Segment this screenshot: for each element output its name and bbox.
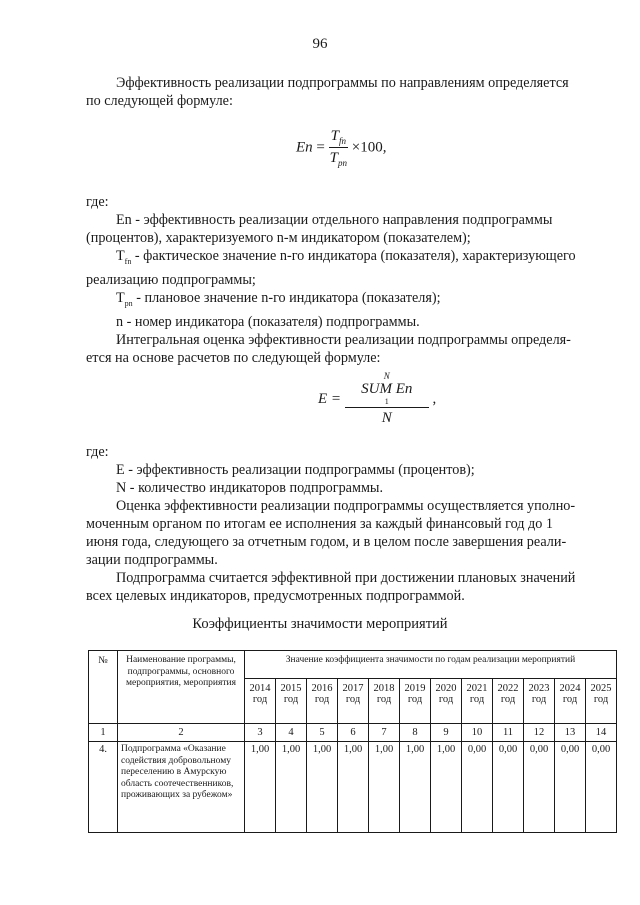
row-value-4: 1,00 [338,742,369,833]
column-number-13: 13 [555,724,586,742]
integral-line-2: ется на основе расчетов по следующей формуле: [86,349,381,366]
formula-en-denominator: T [329,150,338,166]
integral-line-1: Интегральная оценка эффективности реализации подпрограммы определя- [116,331,571,348]
column-number-12: 12 [524,724,555,742]
formula-en: En = $\frac{T_{fn}}{T_{pn}}$ ×100, [296,128,387,168]
header-year-4: 2018 год [369,678,400,723]
table-title: Коэффициенты значимости мероприятий [192,616,448,632]
column-number-6: 6 [338,724,369,742]
definitions-2 [86,443,612,605]
column-number-11: 11 [493,724,524,742]
header-group: Значение коэффициента значимости по годам реализации мероприятий [245,651,617,679]
header-year-5: 2019 год [400,678,431,723]
formula-e [318,372,436,427]
row-value-7: 1,00 [431,742,462,833]
header-year-11: 2025 год [586,678,617,723]
def-tfn: $T_{fn}$ - фактическое значение n-го индикатора (показателя), характеризующего [116,248,576,266]
intro-line-2: по следующей формуле: [86,93,233,109]
def-tpn: $T_{pn}$ - плановое значение n-го индикатора (показателя); [116,289,441,308]
row-value-1: 1,00 [245,742,276,833]
table-colnum-row [89,724,617,742]
header-year-9: 2023 год [524,678,555,723]
header-year-1: 2015 год [276,678,307,723]
coefficients-table [88,650,617,833]
formula-en-fraction [329,128,348,168]
def-en-line-1: En - эффективность реализации отдельного направления подпрограммы [116,212,553,228]
formula-en-tail: ×100, [351,139,387,156]
column-number-2: 2 [118,724,245,742]
header-year-3: 2017 год [338,678,369,723]
definitions-1 [86,193,612,367]
column-number-7: 7 [369,724,400,742]
row-value-11: 0,00 [555,742,586,833]
header-year-2: 2016 год [307,678,338,723]
row-value-9: 0,00 [493,742,524,833]
column-number-4: 4 [276,724,307,742]
assess-line-3: июня года, следующего за отчетным годом, и в целом после завершения реали- [86,534,567,550]
column-number-14: 14 [586,724,617,742]
row-value-10: 0,00 [524,742,555,833]
formula-e-denominator: N [381,410,392,426]
formula-en-denominator-sub: pn [337,158,347,168]
page-number: 96 [312,36,328,52]
assess-line-1: Оценка эффективности реализации подпрограммы осуществляется уполно- [116,498,576,514]
column-number-10: 10 [462,724,493,742]
row-name: Подпрограмма «Оказание содействия добровольному переселению в Амурскую область соотечественников, проживающих за рубежом» [118,742,245,833]
column-number-8: 8 [400,724,431,742]
assess-line-2: моченным органом по итогам ее исполнения за каждый финансовый год до 1 [86,516,553,532]
table-header-row [89,651,617,679]
header-year-10: 2024 год [555,678,586,723]
intro-line-1: Эффективность реализации подпрограммы по направлениям определяется [116,75,569,91]
def-tfn-line-2: реализацию подпрограммы; [86,271,256,288]
def-e: E - эффективность реализации подпрограммы (процентов); [116,462,475,478]
row-value-6: 1,00 [400,742,431,833]
header-year-8: 2022 год [493,678,524,723]
row-value-2: 1,00 [276,742,307,833]
formula-e-sum-top: N [383,371,390,381]
header-year-0: 2014 год [245,678,276,723]
assess-line-4: зации подпрограммы. [86,552,218,568]
formula-e-sum-bottom: 1 [384,397,389,406]
formula-e-tail: , [432,391,437,407]
formula-e-lhs: E = [318,391,342,407]
def-n: n - номер индикатора (показателя) подпрограммы. [116,313,420,330]
row-value-3: 1,00 [307,742,338,833]
row-value-12: 0,00 [586,742,617,833]
column-number-1: 1 [89,724,118,742]
row-value-8: 0,00 [462,742,493,833]
def-N: N - количество индикаторов подпрограммы. [116,480,384,496]
formula-e-fraction [345,372,429,427]
effective-line-2: всех целевых индикаторов, предусмотренных подпрограммой. [86,588,465,604]
row-no: 4. [89,742,118,833]
column-number-9: 9 [431,724,462,742]
intro-paragraph [86,74,610,110]
where-label-1: где: [86,194,109,210]
header-year-6: 2020 год [431,678,462,723]
table-body [89,742,617,833]
header-name: Наименование программы, подпрограммы, основного мероприятия, мероприятия [118,651,245,724]
formula-en-numerator-sub: fn [338,136,346,146]
formula-en-lhs: En [296,139,313,156]
def-en-line-2: (процентов), характеризуемого n-м индикатором (показателем); [86,230,471,246]
column-number-3: 3 [245,724,276,742]
column-number-5: 5 [307,724,338,742]
where-label-2: где: [86,444,109,460]
effective-line-1: Подпрограмма считается эффективной при достижении плановых значений [116,570,576,586]
formula-e-sum: SUM En [361,381,413,397]
header-no: № [89,651,118,724]
header-year-7: 2021 год [462,678,493,723]
table-row [89,742,617,833]
formula-en-numerator: T [330,128,339,144]
row-value-5: 1,00 [369,742,400,833]
